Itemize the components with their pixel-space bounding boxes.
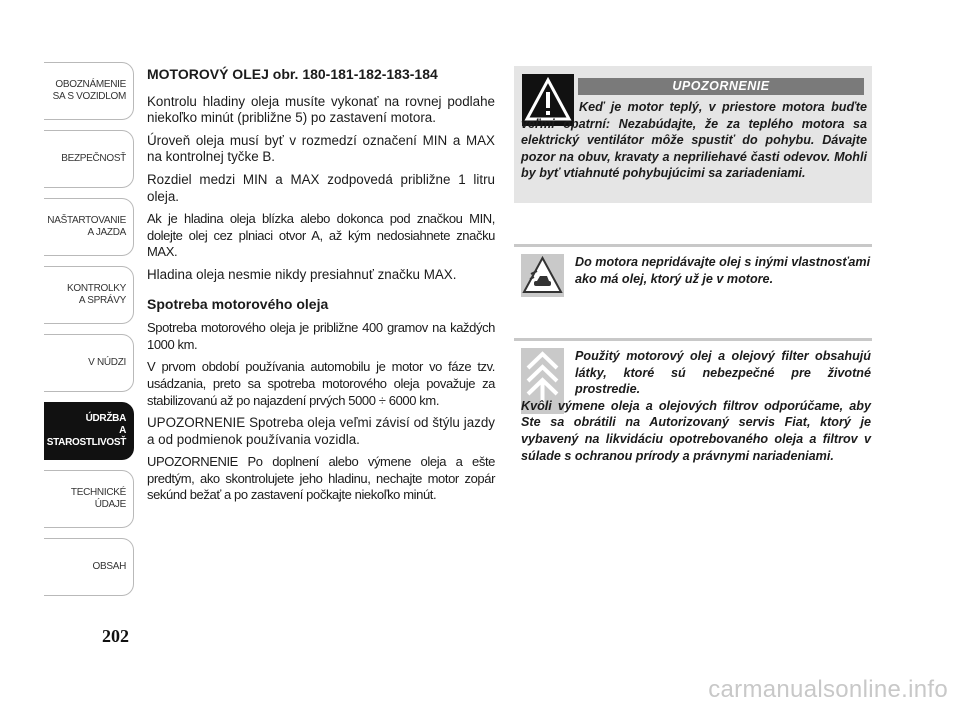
paragraph: UPOZORNENIE Spotreba oleja veľmi závisí od štýlu jazdy a od podmienok používania vozidla. [147, 415, 495, 447]
warning-title: UPOZORNENIE [578, 78, 864, 95]
tab-nastartovanie[interactable]: NAŠTARTOVANIE A JAZDA [44, 198, 134, 256]
tab-oboznamenie[interactable]: OBOZNÁMENIE SA S VOZIDLOM [44, 62, 134, 120]
tab-kontrolky[interactable]: KONTROLKY A SPRÁVY [44, 266, 134, 324]
paragraph: Rozdiel medzi MIN a MAX zodpovedá približne 1 litru oleja. [147, 171, 495, 204]
eco-note-lead: Použitý motorový olej a olejový filter obsahujú látky, ktoré sú nebezpečné pre životné prostredie. [575, 349, 871, 397]
main-text-column [147, 66, 495, 510]
tab-obsah[interactable]: OBSAH [44, 538, 134, 596]
figure-reference: obr. 180-181-182-183-184 [272, 66, 438, 82]
paragraph: Hladina oleja nesmie nikdy presiahnuť značku MAX. [147, 266, 457, 282]
tab-udrzba[interactable]: ÚDRŽBA A STAROSTLIVOSŤ [44, 402, 134, 460]
eco-note-body: Kvôli výmene oleja a olejových filtrov odporúčame, aby Ste sa obrátili na Autorizovaný servis Fiat, ktorý je vybavený na likvidáciu opotrebovaného oleja a filtrov v súlade s ochranou prírody a právnymi nariadeniami. [521, 398, 871, 463]
tab-bezpecnost[interactable]: BEZPEČNOSŤ [44, 130, 134, 188]
divider [514, 244, 872, 247]
road-sign-icon [521, 254, 564, 297]
paragraph: Spotreba motorového oleja je približne 400 gramov na každých 1000 km. [147, 320, 495, 352]
watermark: carmanualsonline.info [708, 676, 948, 703]
paragraph: V prvom období používania automobilu je motor vo fáze tzv. usádzania, preto sa spotreba motorového oleja považuje za stabilizovanú až po najazdení prvých 5000 ÷ 6000 km. [147, 359, 495, 408]
paragraph: Kontrolu hladiny oleja musíte vykonať na rovnej podlahe niekoľko minút (približne 5) po zastavení motora. [147, 93, 495, 126]
heading-title: MOTOROVÝ OLEJ [147, 66, 269, 82]
tab-technicke-udaje[interactable]: TECHNICKÉ ÚDAJE [44, 470, 134, 528]
section-heading [147, 66, 495, 83]
note-text: Do motora nepridávajte olej s inými vlastnosťami ako má olej, ktorý už je v motore. [575, 255, 871, 286]
divider [514, 338, 872, 341]
paragraph: Úroveň oleja musí byť v rozmedzí označení MIN a MAX na kontrolnej tyčke B. [147, 132, 495, 165]
paragraph: Ak je hladina oleja blízka alebo dokonca pod značkou MIN, dolejte olej cez plniaci otvor A, až kým nedosiahnete značku MAX. [147, 211, 495, 260]
tab-v-nudzi[interactable]: V NÚDZI [44, 334, 134, 392]
warning-text: Keď je motor teplý, v priestore motora buďte veľmi opatrní: Nezabúdajte, že za teplého motora sa elektrický ventilátor môže spustiť do pohybu. Dávajte pozor na obuv, kravaty a nepriliehavé časti odevov. Mohli by byť vtiahnuté pohybujúcimi sa zariadeniami. [521, 100, 867, 181]
page-number: 202 [102, 626, 129, 646]
subsection-heading: Spotreba motorového oleja [147, 295, 329, 312]
warning-box [514, 66, 872, 203]
paragraph: UPOZORNENIE Po doplnení alebo výmene oleja a ešte predtým, ako skontrolujete jeho hladinu, nechajte motor zopár sekúnd bežať a po zastavení počkajte niekoľko minút. [147, 454, 495, 503]
eco-note [521, 348, 871, 464]
chapter-tabs [44, 62, 134, 606]
